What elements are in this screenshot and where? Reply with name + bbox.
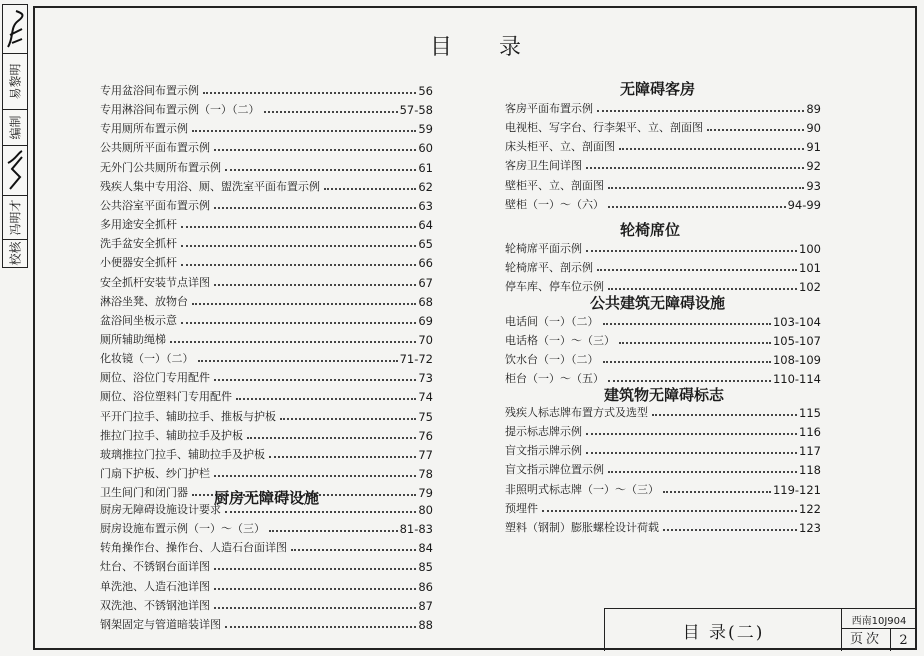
toc-entry-page: 90 <box>806 121 821 136</box>
toc-entry-page: 118 <box>799 463 821 478</box>
toc-entry <box>505 194 821 212</box>
toc-entry-page: 88 <box>418 617 433 632</box>
toc-entry-title: 盲文指示牌示例 <box>505 444 582 458</box>
toc-entry-page: 61 <box>418 160 433 175</box>
toc-entry <box>100 291 433 309</box>
toc-entry-page: 92 <box>806 159 821 174</box>
toc-leader-dots <box>181 226 416 228</box>
toc-entry-page: 79 <box>418 486 433 501</box>
toc-entry <box>100 499 433 517</box>
toc-entry-title: 残疾人标志牌布置方式及选型 <box>505 406 648 419</box>
toc-entry-title: 转角操作台、操作台、人造石台面详图 <box>100 541 287 555</box>
toc-leader-dots <box>280 418 416 420</box>
toc-leader-dots <box>652 414 797 416</box>
toc-entry-title: 钢架固定与管道暗装详图 <box>100 617 221 631</box>
toc-entry-title: 残疾人集中专用浴、厕、盥洗室平面布置示例 <box>100 179 320 193</box>
toc-leader-dots <box>214 379 416 381</box>
toc-entry-title: 客房卫生间详图 <box>505 159 582 173</box>
toc-entry-title: 轮椅席平面示例 <box>505 242 582 255</box>
toc-entry-page: 60 <box>418 141 433 156</box>
section-heading: 厨房无障碍设施 <box>214 489 320 507</box>
toc-entry <box>505 98 821 116</box>
toc-entry <box>505 459 821 477</box>
toc-entry-page: 115 <box>799 406 821 420</box>
toc-entry-title: 公共浴室平面布置示例 <box>100 198 210 212</box>
toc-entry-page: 117 <box>799 444 821 459</box>
toc-entry-title: 门扇下护板、纱门护栏 <box>100 467 210 480</box>
toc-entry-page: 80 <box>418 503 433 517</box>
toc-entry <box>100 367 433 385</box>
toc-entry-page: 76 <box>418 428 433 443</box>
toc-entry-title: 厕位、浴位塑料门专用配件 <box>100 390 232 404</box>
toc-leader-dots <box>225 626 416 628</box>
toc-entry <box>505 311 821 329</box>
editor-signature <box>3 145 27 196</box>
toc-entry-title: 电话间（一）（二） <box>505 315 599 328</box>
section-heading: 轮椅席位 <box>620 221 681 239</box>
toc-entry-page: 81-83 <box>399 522 433 537</box>
toc-entry-page: 110-114 <box>772 372 821 387</box>
toc-entry-title: 厨房无障碍设施设计要求 <box>100 503 221 516</box>
toc-leader-dots <box>586 452 797 454</box>
toc-entry-title: 床头柜平、立、剖面图 <box>505 140 615 154</box>
section-heading: 无障碍客房 <box>620 80 696 98</box>
toc-entry <box>100 176 433 194</box>
toc-leader-dots <box>170 341 416 343</box>
toc-leader-dots <box>203 92 416 94</box>
toc-entry-title: 塑料（钢制）膨胀螺栓设计荷载 <box>505 520 659 534</box>
toc-leader-dots <box>269 456 416 458</box>
toc-entry-page: 91 <box>806 140 821 155</box>
approver-signature <box>3 5 27 54</box>
toc-entry-title: 多用途安全抓杆 <box>100 218 177 232</box>
toc-entry-title: 轮椅席平、剖示例 <box>505 261 593 275</box>
toc-entry-page: 62 <box>418 179 433 194</box>
toc-entry-title: 壁柜平、立、剖面图 <box>505 178 604 192</box>
toc-entry <box>505 257 821 275</box>
page-number: 2 <box>899 632 908 648</box>
toc-leader-dots <box>181 245 416 247</box>
toc-entry <box>505 136 821 154</box>
toc-leader-dots <box>198 360 398 362</box>
toc-entry-page: 84 <box>418 541 433 556</box>
toc-entry-page: 66 <box>418 256 433 271</box>
toc-leader-dots <box>603 323 771 325</box>
toc-entry-page: 103-104 <box>772 315 821 329</box>
toc-entry <box>505 517 821 535</box>
toc-entry-title: 盲文指示牌位置示例 <box>505 463 604 477</box>
toc-entry-page: 65 <box>418 237 433 252</box>
toc-entry-title: 小便器安全抓杆 <box>100 256 177 270</box>
toc-entry-page: 108-109 <box>772 353 821 368</box>
section-heading: 建筑物无障碍标志 <box>604 386 725 404</box>
toc-entry-page: 74 <box>418 390 433 405</box>
toc-entry-page: 63 <box>418 198 433 213</box>
toc-entry-title: 厕位、浴位门专用配件 <box>100 371 210 385</box>
toc-entry-page: 101 <box>799 261 821 276</box>
toc-entry <box>505 440 821 458</box>
toc-leader-dots <box>225 169 416 171</box>
side-label-3: 冯明才 <box>3 195 27 240</box>
toc-leader-dots <box>663 529 797 531</box>
toc-entry-title: 电话格（一）～（三） <box>505 334 615 348</box>
toc-leader-dots <box>619 148 804 150</box>
toc-entry-page: 102 <box>799 280 821 295</box>
toc-leader-dots <box>214 568 416 570</box>
toc-entry-title: 平开门拉手、辅助拉手、推板与护板 <box>100 409 276 423</box>
toc-leader-dots <box>269 530 398 532</box>
toc-entry <box>100 348 433 366</box>
toc-entry <box>100 386 433 404</box>
toc-leader-dots <box>181 322 416 324</box>
toc-leader-dots <box>236 398 416 400</box>
toc-entry-title: 专用厕所布置示例 <box>100 122 188 136</box>
toc-entry-page: 105-107 <box>772 334 821 349</box>
toc-entry-title: 提示标志牌示例 <box>505 425 582 439</box>
toc-entry-title: 饮水台（一）（二） <box>505 353 599 367</box>
toc-leader-dots <box>608 187 804 189</box>
toc-leader-dots <box>608 206 786 208</box>
toc-entry-title: 双洗池、不锈钢池详图 <box>100 598 210 612</box>
toc-entry-title: 专用淋浴间布置示例（一）（二） <box>100 103 260 117</box>
toc-entry <box>100 80 433 98</box>
toc-leader-dots <box>192 130 416 132</box>
toc-leader-dots <box>663 491 771 493</box>
signature-mark <box>4 7 26 51</box>
toc-entry-page: 100 <box>799 242 821 256</box>
toc-leader-dots <box>192 303 416 305</box>
toc-entry <box>100 556 433 574</box>
toc-entry <box>100 310 433 328</box>
toc-entry-title: 安全抓杆安装节点详图 <box>100 275 210 289</box>
toc-entry-title: 单洗池、人造石池详图 <box>100 579 210 593</box>
toc-leader-dots <box>597 110 804 112</box>
toc-entry-page: 89 <box>806 102 821 116</box>
toc-entry-title: 柜台（一）～（五） <box>505 372 604 386</box>
toc-entry-title: 厕所辅助绳梯 <box>100 332 166 346</box>
toc-leader-dots <box>542 510 797 512</box>
toc-leader-dots <box>707 129 804 131</box>
toc-entry <box>100 444 433 462</box>
section-heading: 公共建筑无障碍设施 <box>590 294 726 312</box>
toc-entry <box>100 195 433 213</box>
toc-entry <box>505 155 821 173</box>
toc-entry <box>100 463 433 481</box>
toc-leader-dots <box>324 188 416 190</box>
toc-entry-page: 85 <box>418 560 433 575</box>
toc-entry-title: 公共厕所平面布置示例 <box>100 141 210 155</box>
toc-leader-dots <box>247 437 416 439</box>
toc-entry-page: 64 <box>418 218 433 233</box>
toc-entry-page: 119-121 <box>772 482 821 497</box>
toc-entry <box>505 175 821 193</box>
toc-entry-title: 玻璃推拉门拉手、辅助拉手及护板 <box>100 447 265 461</box>
toc-entry-page: 122 <box>799 501 821 516</box>
toc-entry-page: 86 <box>418 579 433 594</box>
toc-entry-title: 卫生间门和闭门器 <box>100 486 188 500</box>
toc-entry-page: 93 <box>806 178 821 193</box>
toc-entry-page: 75 <box>418 409 433 424</box>
toc-leader-dots <box>225 511 416 513</box>
toc-entry-page: 94-99 <box>787 197 821 212</box>
toc-entry <box>100 595 433 613</box>
title-block <box>604 608 917 650</box>
side-label-2: 编制 <box>3 109 27 146</box>
toc-entry <box>100 576 433 594</box>
toc-entry-page: 71-72 <box>399 352 433 367</box>
toc-leader-dots <box>608 380 771 382</box>
toc-leader-dots <box>264 111 398 113</box>
toc-entry-title: 预埋件 <box>505 501 538 515</box>
toc-leader-dots <box>214 588 416 590</box>
toc-entry-title: 厨房设施布置示例（一）～（三） <box>100 522 265 536</box>
toc-entry-page: 59 <box>418 122 433 137</box>
toc-entry-title: 停车库、停车位示例 <box>505 280 604 294</box>
toc-leader-dots <box>181 264 416 266</box>
toc-leader-dots <box>586 250 797 252</box>
toc-entry-title: 灶台、不锈钢台面详图 <box>100 560 210 574</box>
toc-leader-dots <box>597 269 797 271</box>
toc-entry <box>100 252 433 270</box>
toc-leader-dots <box>214 284 416 286</box>
toc-leader-dots <box>586 433 797 435</box>
toc-entry-title: 盆浴间坐板示意 <box>100 313 177 327</box>
toc-entry-page: 77 <box>418 447 433 462</box>
toc-entry <box>505 421 821 439</box>
toc-entry-title: 非照明式标志牌（一）～（三） <box>505 482 659 496</box>
toc-entry <box>100 614 433 632</box>
toc-entry <box>100 157 433 175</box>
title-block-name: 目 录(二) <box>604 608 842 651</box>
toc-entry <box>505 402 821 420</box>
sign-off-strip <box>2 4 28 268</box>
toc-entry-title: 壁柜（一）～（六） <box>505 197 604 211</box>
atlas-code: 西南10J904 <box>841 608 916 629</box>
toc-entry-page: 78 <box>418 467 433 481</box>
toc-entry <box>505 349 821 367</box>
toc-entry-title: 专用盆浴间布置示例 <box>100 84 199 97</box>
toc-entry <box>100 272 433 290</box>
toc-entry-page: 87 <box>418 598 433 613</box>
toc-entry <box>100 118 433 136</box>
page-number-cell <box>841 628 916 651</box>
toc-entry-page: 69 <box>418 313 433 328</box>
toc-leader-dots <box>608 471 797 473</box>
toc-entry-page: 123 <box>799 520 821 535</box>
toc-leader-dots <box>619 342 771 344</box>
toc-entry-title: 客房平面布置示例 <box>505 102 593 115</box>
signature-mark <box>4 147 26 193</box>
toc-entry <box>100 406 433 424</box>
toc-leader-dots <box>291 549 416 551</box>
toc-leader-dots <box>214 149 416 151</box>
toc-entry <box>100 537 433 555</box>
toc-entry <box>505 498 821 516</box>
toc-entry-page: 73 <box>418 371 433 386</box>
toc-entry <box>100 137 433 155</box>
toc-entry <box>505 117 821 135</box>
side-label-1: 易黎明 <box>3 53 27 110</box>
toc-entry <box>100 425 433 443</box>
toc-entry-title: 淋浴坐凳、放物台 <box>100 294 188 308</box>
toc-entry <box>100 329 433 347</box>
toc-entry-page: 116 <box>799 425 821 440</box>
side-label-4: 校核 <box>8 240 23 266</box>
toc-leader-dots <box>214 475 416 477</box>
toc-leader-dots <box>608 288 797 290</box>
page-label: 页次 <box>842 629 891 651</box>
toc-entry <box>505 238 821 256</box>
toc-leader-dots <box>214 607 416 609</box>
toc-entry-page: 67 <box>418 275 433 290</box>
toc-entry-title: 洗手盆安全抓杆 <box>100 237 177 251</box>
toc-entry-title: 无外门公共厕所布置示例 <box>100 160 221 174</box>
toc-entry <box>100 214 433 232</box>
toc-leader-dots <box>214 207 416 209</box>
toc-entry-page: 57-58 <box>399 103 433 118</box>
page-title-text: 目 录 <box>430 35 523 60</box>
toc-entry <box>100 99 433 117</box>
toc-entry-page: 68 <box>418 294 433 309</box>
toc-leader-dots <box>603 361 771 363</box>
toc-entry-title: 推拉门拉手、辅助拉手及护板 <box>100 428 243 442</box>
toc-entry-title: 化妆镜（一）（二） <box>100 352 194 366</box>
toc-entry <box>100 233 433 251</box>
toc-entry <box>505 479 821 497</box>
toc-entry-title: 电视柜、写字台、行李架平、立、剖面图 <box>505 121 703 135</box>
toc-entry-page: 56 <box>418 84 433 98</box>
toc-entry-page: 70 <box>418 332 433 347</box>
toc-entry <box>100 518 433 536</box>
toc-entry <box>505 330 821 348</box>
toc-leader-dots <box>586 167 804 169</box>
